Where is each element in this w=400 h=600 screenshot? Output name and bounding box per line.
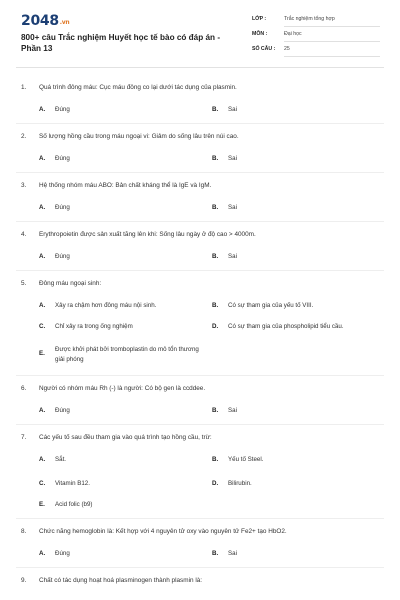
header-divider — [16, 67, 384, 68]
question-divider — [16, 172, 384, 173]
option-text: Sai — [228, 155, 237, 162]
option-label: B. — [212, 204, 219, 211]
question-number: 2. — [21, 133, 27, 140]
option-text: Acid folic (b9) — [55, 501, 93, 508]
question-divider — [16, 567, 384, 568]
option-text: Sai — [228, 407, 237, 414]
option-label: E. — [39, 350, 45, 357]
question-text: Hệ thống nhóm máu ABO: Bản chất kháng thể là IgE và IgM. — [39, 182, 212, 189]
meta-subject-key: MÔN : — [252, 31, 268, 37]
option-text: Đúng — [55, 204, 70, 211]
document-title: 800+ câu Trắc nghiệm Huyết học tế bào có đáp án - Phần 13 — [21, 33, 221, 53]
option-text: Đúng — [55, 155, 70, 162]
question-number: 9. — [21, 577, 27, 584]
question-divider — [16, 123, 384, 124]
option-label: A. — [39, 550, 46, 557]
meta-count-value: 25 — [284, 46, 380, 57]
question-text: Người có nhóm máu Rh (-) là người: Có bộ gen là ccddee. — [39, 385, 206, 392]
option-label: A. — [39, 407, 46, 414]
option-text: Đúng — [55, 253, 70, 260]
question-number: 4. — [21, 231, 27, 238]
question-text: Erythropoietin được sản xuất tăng lên khi: Sống lâu ngày ở độ cao > 4000m. — [39, 231, 256, 238]
option-label: B. — [212, 106, 219, 113]
question-text: Đông máu ngoại sinh: — [39, 280, 102, 287]
option-label: A. — [39, 456, 46, 463]
question-number: 5. — [21, 280, 27, 287]
option-text: Sai — [228, 550, 237, 557]
option-text: Xảy ra chậm hơn đông máu nội sinh. — [55, 302, 157, 309]
question-number: 7. — [21, 434, 27, 441]
option-text: Sai — [228, 106, 237, 113]
meta-subject-value: Đại học — [284, 31, 380, 42]
option-label: E. — [39, 501, 45, 508]
question-number: 6. — [21, 385, 27, 392]
option-label: A. — [39, 106, 46, 113]
option-label: B. — [212, 253, 219, 260]
question-number: 3. — [21, 182, 27, 189]
option-text: Đúng — [55, 550, 70, 557]
question-divider — [16, 270, 384, 271]
meta-count-key: SỐ CÂU : — [252, 46, 276, 52]
option-label: C. — [39, 323, 46, 330]
site-logo[interactable] — [21, 13, 69, 29]
option-text: Vitamin B12. — [55, 480, 90, 487]
meta-class-value: Trắc nghiệm tổng hợp — [284, 16, 380, 27]
meta-count — [252, 44, 380, 58]
option-text: Yếu tố Steel. — [228, 456, 264, 463]
meta-class — [252, 14, 380, 28]
option-text: Sai — [228, 204, 237, 211]
question-divider — [16, 424, 384, 425]
question-text: Quá trình đông máu: Cục máu đông co lại dưới tác dụng của plasmin. — [39, 84, 237, 91]
option-label: A. — [39, 155, 46, 162]
question-text: Chức năng hemoglobin là: Kết hợp với 4 nguyên tử oxy vào nguyên tử Fe2+ tạo HbO2. — [39, 528, 287, 535]
question-text: Số lượng hồng cầu trong máu ngoại vi: Giảm do sống lâu trên núi cao. — [39, 133, 239, 140]
option-text: Được khởi phát bởi tromboplastin do mô tổn thương giải phóng — [55, 346, 199, 363]
option-label: A. — [39, 253, 46, 260]
logo-suffix: .vn — [59, 19, 70, 26]
option-text: Sắt. — [55, 456, 67, 463]
option-text: Có sự tham gia của phospholipid tiểu cầu. — [228, 323, 344, 330]
option-label: A. — [39, 204, 46, 211]
question-divider — [16, 375, 384, 376]
question-divider — [16, 518, 384, 519]
option-label: B. — [212, 456, 219, 463]
option-text: Chỉ xảy ra trong ống nghiệm — [55, 323, 133, 330]
document-header — [0, 0, 400, 66]
option-text: Đúng — [55, 407, 70, 414]
question-divider — [16, 221, 384, 222]
question-number: 1. — [21, 84, 27, 91]
option-text: Sai — [228, 253, 237, 260]
question-number: 8. — [21, 528, 27, 535]
option-text: Bilirubin. — [228, 480, 252, 487]
option-text: Có sự tham gia của yếu tố VIII. — [228, 302, 314, 309]
option-label: D. — [212, 323, 219, 330]
option-label: C. — [39, 480, 46, 487]
option-label: B. — [212, 550, 219, 557]
option-label: A. — [39, 302, 46, 309]
option-label: B. — [212, 302, 219, 309]
option-label: D. — [212, 480, 219, 487]
option-text: Đúng — [55, 106, 70, 113]
option-label: B. — [212, 155, 219, 162]
meta-class-key: LỚP : — [252, 16, 267, 22]
logo-text: 2048 — [21, 13, 59, 29]
option-label: B. — [212, 407, 219, 414]
question-text: Chất có tác dụng hoạt hoá plasminogen thành plasmin là: — [39, 577, 203, 584]
question-text: Các yếu tố sau đều tham gia vào quá trình tạo hồng cầu, trừ: — [39, 434, 212, 441]
meta-subject — [252, 29, 380, 43]
